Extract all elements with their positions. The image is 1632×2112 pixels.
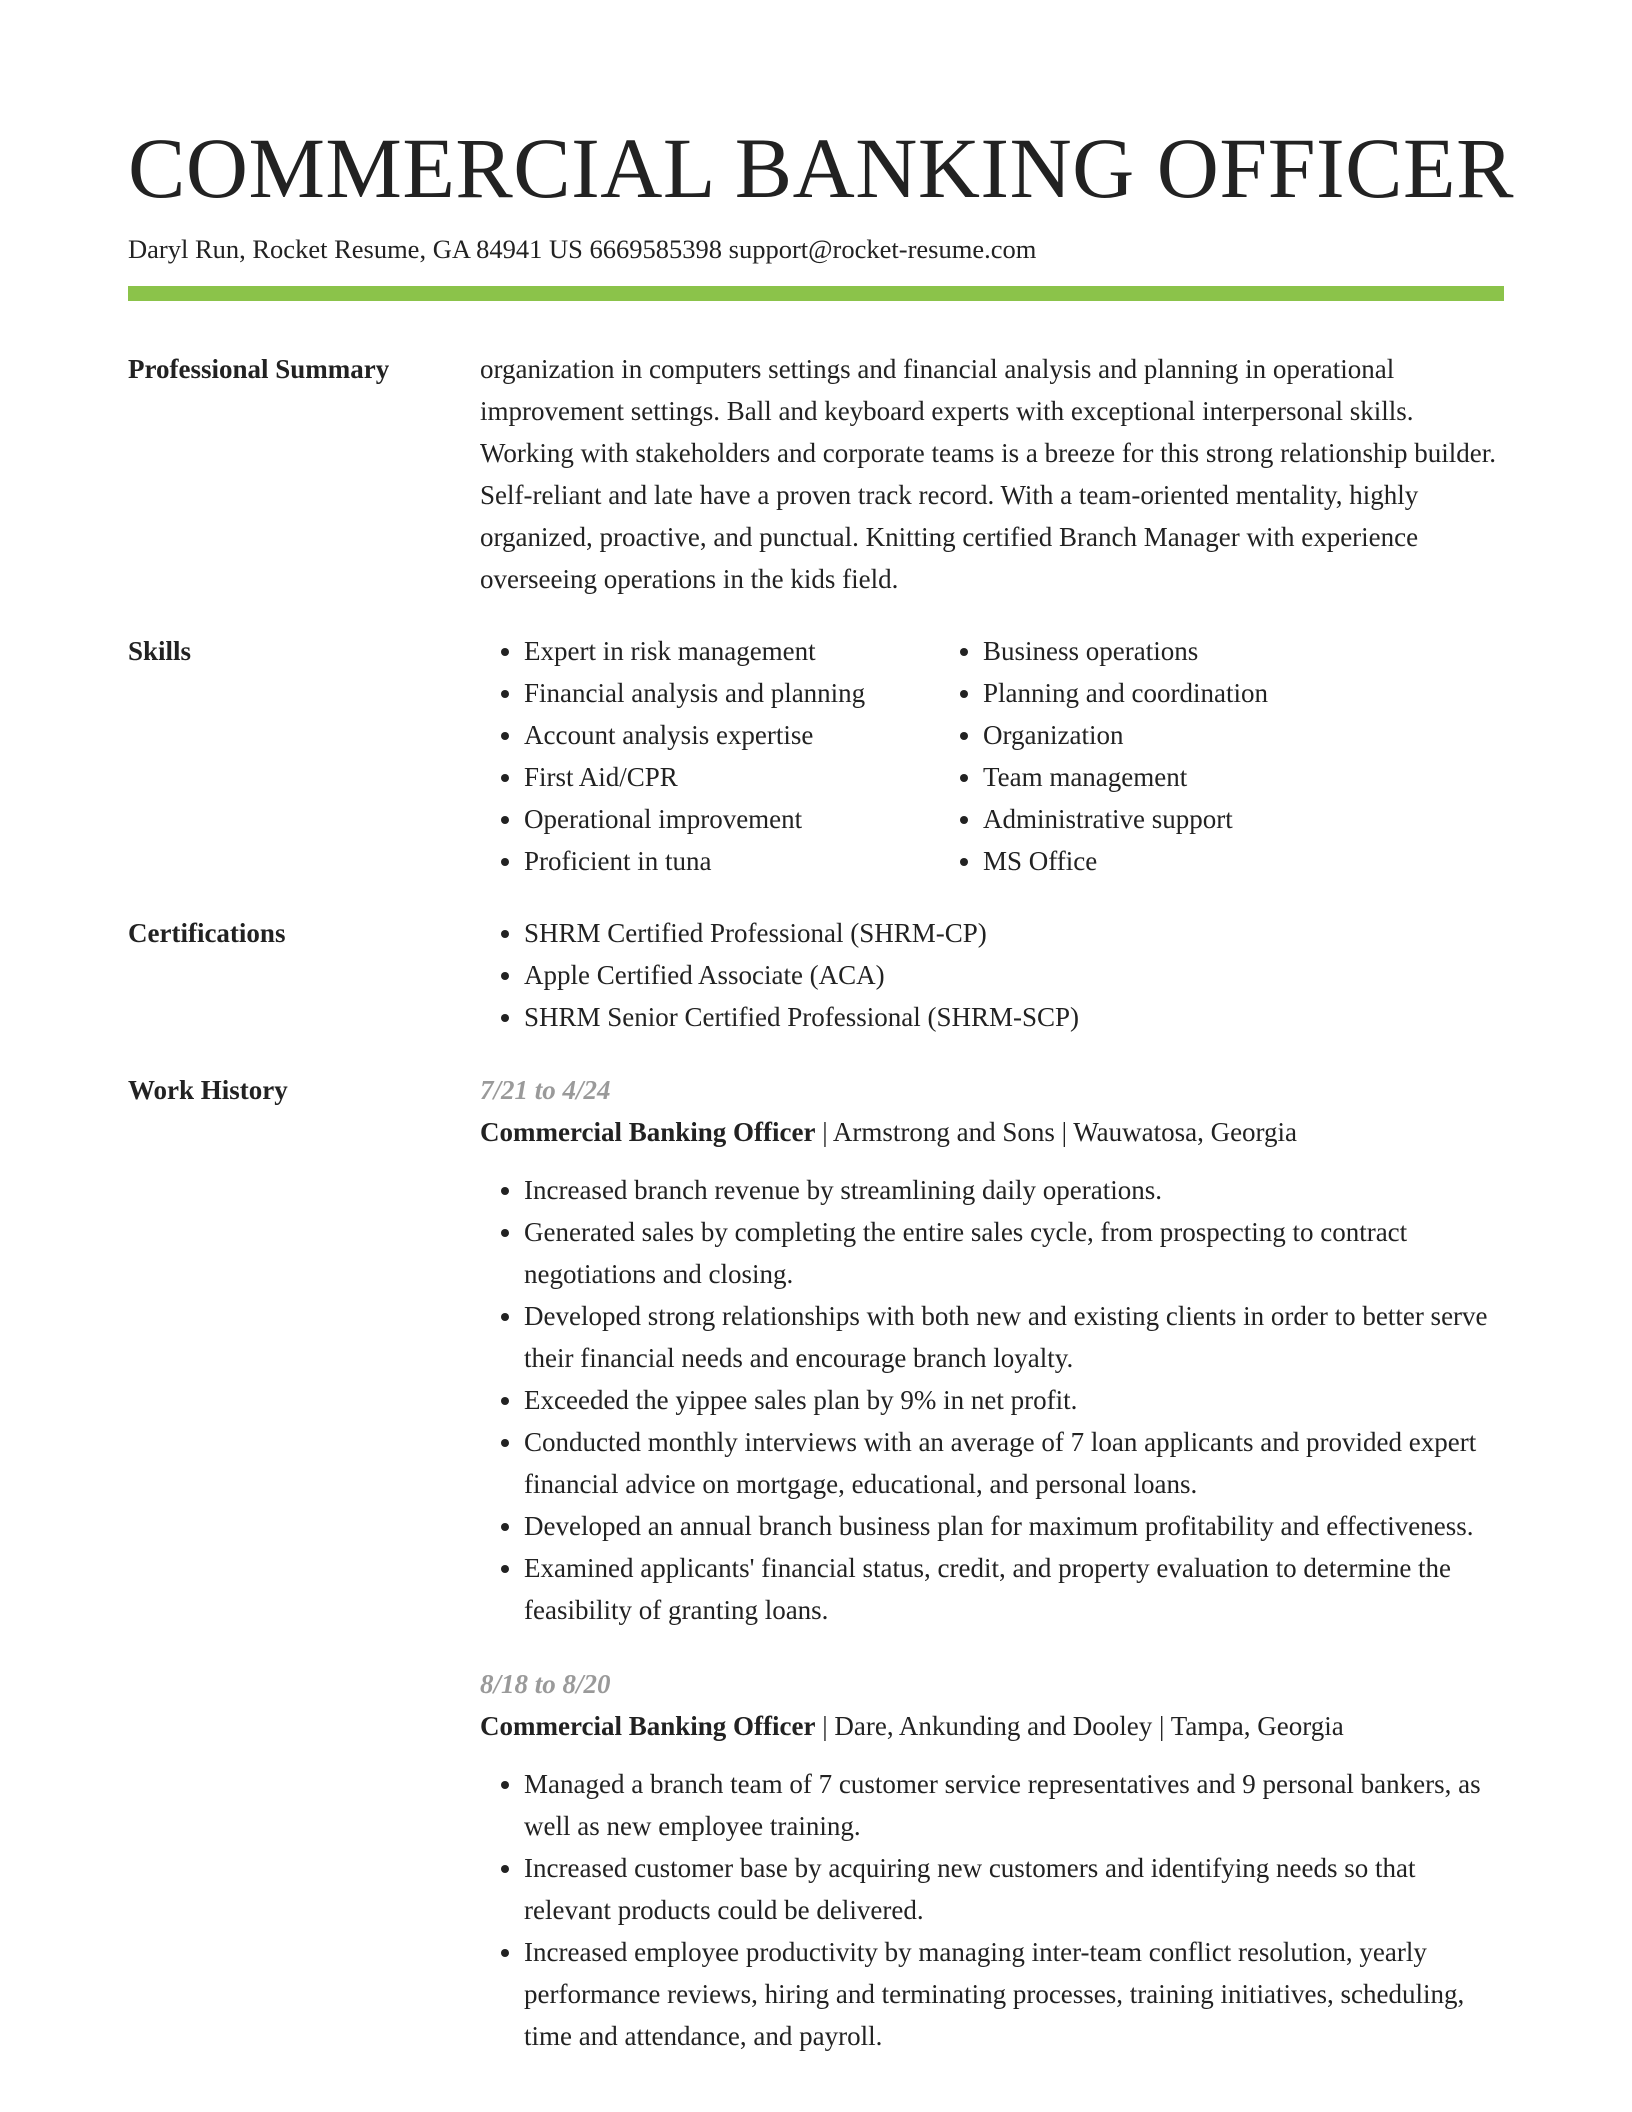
summary-text: organization in computers settings and financial analysis and planning in operational improvement settings. Ball and keyboard experts with exceptional interpersonal skills. Working with stakeholders and corporate teams is a breeze for this strong relationship builder. Self-reliant and late have a proven track record. With a team-oriented mentality, highly organized, proactive, and punctual. Knitting certified Branch Manager with experience overseeing operations in the kids field. bbox=[480, 354, 1497, 594]
job-bullet: • Conducted monthly interviews with an average of 7 loan applicants and provided expert financial advice on mortgage, educational, and personal loans. bbox=[524, 1421, 1504, 1505]
job-title: Commercial Banking Officer bbox=[480, 1117, 816, 1147]
job-bullet: • Developed an annual branch business plan for maximum profitability and effectiveness. bbox=[524, 1505, 1504, 1547]
skills-list-left bbox=[480, 630, 939, 882]
job-bullet: • Generated sales by completing the entire sales cycle, from prospecting to contract negotiations and closing. bbox=[524, 1211, 1504, 1295]
skill-item: • Operational improvement bbox=[524, 798, 939, 840]
job-heading bbox=[480, 1111, 1504, 1153]
skill-item: • Expert in risk management bbox=[524, 630, 939, 672]
job-bullets bbox=[480, 1763, 1504, 2057]
skills-label: Skills bbox=[128, 636, 192, 666]
work-history-body bbox=[480, 1069, 1504, 2057]
skills-body bbox=[480, 630, 1504, 882]
certifications-list bbox=[480, 912, 1504, 1038]
contact-line: Daryl Run, Rocket Resume, GA 84941 US 6669585398 support@rocket-resume.com bbox=[128, 234, 1037, 264]
accent-divider bbox=[128, 286, 1504, 301]
skill-item: • Administrative support bbox=[983, 798, 1504, 840]
skill-item: • Account analysis expertise bbox=[524, 714, 939, 756]
job-details: | Armstrong and Sons | Wauwatosa, Georgia bbox=[815, 1117, 1298, 1147]
job-bullet: • Increased customer base by acquiring new customers and identifying needs so that relevant products could be delivered. bbox=[524, 1847, 1504, 1931]
job-title: Commercial Banking Officer bbox=[480, 1711, 816, 1741]
job-bullet: • Examined applicants' financial status, credit, and property evaluation to determine the feasibility of granting loans. bbox=[524, 1547, 1504, 1631]
job-bullets bbox=[480, 1169, 1504, 1631]
skills-columns bbox=[480, 630, 1504, 882]
job-details: | Dare, Ankunding and Dooley | Tampa, Georgia bbox=[815, 1711, 1344, 1741]
certification-item: • SHRM Senior Certified Professional (SHRM-SCP) bbox=[524, 996, 1504, 1038]
job-bullet: • Managed a branch team of 7 customer service representatives and 9 personal bankers, as well as new employee training. bbox=[524, 1763, 1504, 1847]
skill-item: • First Aid/CPR bbox=[524, 756, 939, 798]
skill-item: • Planning and coordination bbox=[983, 672, 1504, 714]
job-bullet: • Exceeded the yippee sales plan by 9% in net profit. bbox=[524, 1379, 1504, 1421]
skill-item: • Proficient in tuna bbox=[524, 840, 939, 882]
skill-item: • Business operations bbox=[983, 630, 1504, 672]
summary-label: Professional Summary bbox=[128, 354, 390, 384]
page-title: COMMERCIAL BANKING OFFICER bbox=[128, 120, 1514, 216]
certifications-label: Certifications bbox=[128, 918, 286, 948]
summary-body bbox=[480, 348, 1504, 600]
job-bullet: • Increased employee productivity by managing inter-team conflict resolution, yearly performance reviews, hiring and terminating processes, training initiatives, scheduling, time and attendance, and payroll. bbox=[524, 1931, 1504, 2057]
skill-item: • Team management bbox=[983, 756, 1504, 798]
work-history-label: Work History bbox=[128, 1075, 288, 1105]
job-dates: 7/21 to 4/24 bbox=[480, 1075, 611, 1105]
certification-item: • Apple Certified Associate (ACA) bbox=[524, 954, 1504, 996]
job-heading bbox=[480, 1705, 1504, 1747]
job-dates: 8/18 to 8/20 bbox=[480, 1669, 611, 1699]
certifications-body bbox=[480, 912, 1504, 1038]
job-bullet: • Increased branch revenue by streamlining daily operations. bbox=[524, 1169, 1504, 1211]
skill-item: • Financial analysis and planning bbox=[524, 672, 939, 714]
skill-item: • MS Office bbox=[983, 840, 1504, 882]
skill-item: • Organization bbox=[983, 714, 1504, 756]
job-entry bbox=[480, 1663, 1504, 2057]
certification-item: • SHRM Certified Professional (SHRM-CP) bbox=[524, 912, 1504, 954]
job-entry bbox=[480, 1069, 1504, 1631]
skills-list-right bbox=[939, 630, 1504, 882]
job-bullet: • Developed strong relationships with both new and existing clients in order to better serve their financial needs and encourage branch loyalty. bbox=[524, 1295, 1504, 1379]
